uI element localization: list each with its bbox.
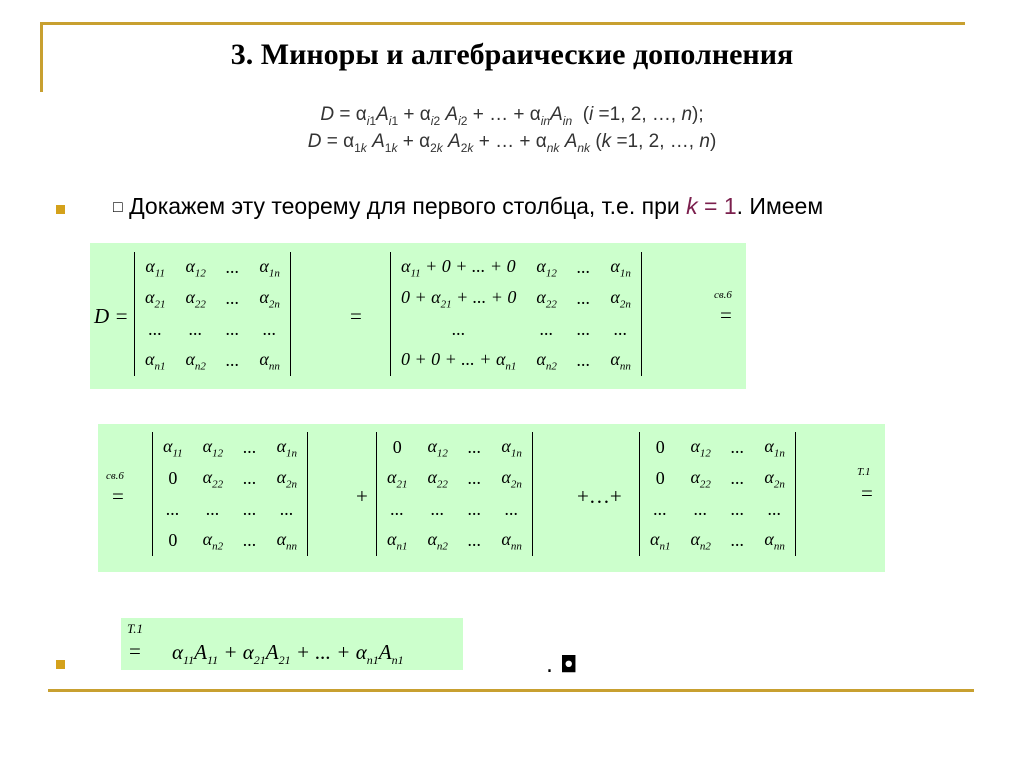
bullet-icon: [56, 205, 65, 214]
slide-title: 3. Миноры и алгебраические дополнения: [230, 38, 794, 71]
theorem-label: T.1: [127, 621, 144, 636]
formula-row-expansion: $D = \alpha_{i1}A_{i1} + \alpha_{i2}$ $A_{i2}$ + … + $\alpha_{in}A_{in}$ (i =1, 2, …, n);: [320, 104, 704, 128]
determinant-expanded: $\alpha_{11} + 0$ + ... + 0 $\alpha_{12}$ ... $\alpha_{1n}$ $0 + \alpha_{21}$ + ... + 0 $\alpha_{22}$ ... $\alpha_{2n}$ ... ... ... ... 0 + 0 + ... + $\alpha_{n1}$ $\alpha_{n2}$ ... $\alpha_{nn}$: [390, 252, 642, 376]
bullet-icon: [56, 660, 65, 669]
checkbox-icon: □: [113, 199, 123, 216]
equals-sign: =: [129, 639, 141, 663]
plus-dots-plus: +…+: [577, 484, 622, 508]
final-sum-formula: $\alpha_{11}A_{11} + \alpha_{21}A_{21}$ + ... + $\alpha_{n1}A_{n1}$: [172, 640, 404, 668]
equals-sign: =: [350, 304, 362, 328]
end-of-proof-icon: . ◘: [546, 653, 578, 678]
determinant-symbol: D =: [94, 304, 129, 328]
formula-column-expansion: $D = \alpha_{1k}$ $A_{1k} + \alpha_{2k}$ $A_{2k}$ + … + $\alpha_{nk}$ $A_{nk}$ (k =1, 2, …, n): [307, 131, 717, 155]
equals-sign: =: [861, 481, 873, 505]
equals-sign: =: [720, 303, 732, 327]
property-label: св.6: [714, 289, 732, 301]
frame-top-line: [40, 22, 965, 25]
determinant-term-n: 0 $\alpha_{12}$ ... $\alpha_{1n}$ 0 $\alpha_{22}$ ... $\alpha_{2n}$ ... ... ... ... $\alpha_{n1}$ $\alpha_{n2}$ ... $\alpha_{nn}$: [639, 432, 796, 556]
equals-sign: =: [112, 484, 124, 508]
proof-statement: □ Докажем эту теорему для первого столбца, т.е. при k = 1. Имеем: [113, 193, 824, 219]
determinant-original: $\alpha_{11}$ $\alpha_{12}$ ... $\alpha_{1n}$ $\alpha_{21}$ $\alpha_{22}$ ... $\alpha_{2n}$ ... ... ... ... $\alpha_{n1}$ $\alpha_{n2}$ ... $\alpha_{nn}$: [134, 252, 291, 376]
determinant-term-2: 0 $\alpha_{12}$ ... $\alpha_{1n}$ $\alpha_{21}$ $\alpha_{22}$ ... $\alpha_{2n}$ ... ... ... ... $\alpha_{n1}$ $\alpha_{n2}$ ... $\alpha_{nn}$: [376, 432, 533, 556]
frame-bottom-line: [48, 689, 974, 692]
plus-sign: +: [356, 484, 368, 508]
property-label: св.6: [106, 470, 124, 482]
determinant-term-1: $\alpha_{11}$ $\alpha_{12}$ ... $\alpha_{1n}$ 0 $\alpha_{22}$ ... $\alpha_{2n}$ ... ... ... ... 0 $\alpha_{n2}$ ... $\alpha_{nn}$: [152, 432, 308, 556]
theorem-label: T.1: [857, 466, 871, 478]
